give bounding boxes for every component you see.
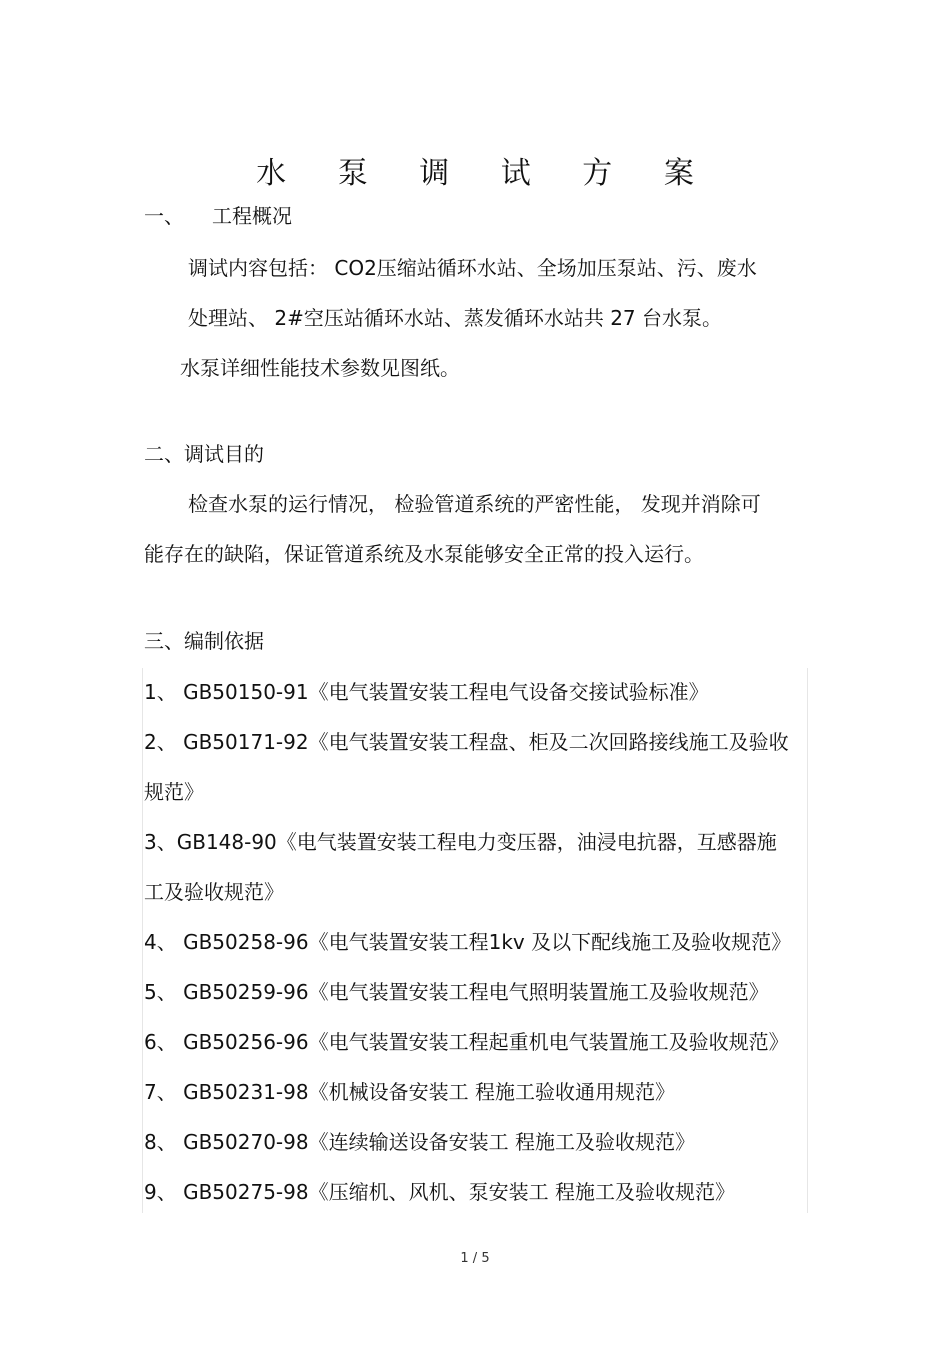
- section2-paragraph-line1: 检查水泵的运行情况， 检验管道系统的严密性能， 发现并消除可: [188, 492, 761, 516]
- page-number: 1 / 5: [460, 1251, 490, 1266]
- section2-heading: 二、调试目的: [144, 442, 264, 466]
- reference-item: 8、 GB50270-98《连续输送设备安装工 程施工及验收规范》: [144, 1130, 695, 1154]
- section1-heading-row: [144, 203, 292, 229]
- section3-heading: 三、编制依据: [144, 629, 264, 653]
- reference-item: 3、GB148-90《电气装置安装工程电力变压器，油浸电抗器，互感器施: [144, 830, 777, 854]
- reference-item: 6、 GB50256-96《电气装置安装工程起重机电气装置施工及验收规范》: [144, 1030, 789, 1054]
- reference-item-continuation: 规范》: [144, 780, 204, 804]
- reference-item-continuation: 工及验收规范》: [144, 880, 284, 904]
- section1-paragraph1-line2: 处理站、 2#空压站循环水站、蒸发循环水站共 27 台水泵。: [188, 306, 723, 330]
- reference-item: 7、 GB50231-98《机械设备安装工 程施工验收通用规范》: [144, 1080, 675, 1104]
- reference-item: 1、 GB50150-91《电气装置安装工程电气设备交接试验标准》: [144, 680, 709, 704]
- reference-item: 5、 GB50259-96《电气装置安装工程电气照明装置施工及验收规范》: [144, 980, 769, 1004]
- section1-paragraph2: 水泵详细性能技术参数见图纸。: [180, 356, 460, 380]
- section1-heading: 工程概况: [212, 204, 292, 228]
- section1-number: 一、: [144, 204, 184, 228]
- section2-paragraph-line2: 能存在的缺陷，保证管道系统及水泵能够安全正常的投入运行。: [144, 542, 704, 566]
- table-right-border: [807, 668, 808, 1213]
- reference-item: 4、 GB50258-96《电气装置安装工程1kv 及以下配线施工及验收规范》: [144, 930, 792, 954]
- reference-item: 2、 GB50171-92《电气装置安装工程盘、柜及二次回路接线施工及验收: [144, 730, 789, 754]
- document-title: 水 泵 调 试 方 案: [256, 156, 715, 191]
- table-left-border: [142, 668, 143, 1213]
- reference-item: 9、 GB50275-98《压缩机、风机、泵安装工 程施工及验收规范》: [144, 1180, 735, 1204]
- section1-paragraph1-line1: 调试内容包括： CO2压缩站循环水站、全场加压泵站、污、废水: [188, 256, 757, 280]
